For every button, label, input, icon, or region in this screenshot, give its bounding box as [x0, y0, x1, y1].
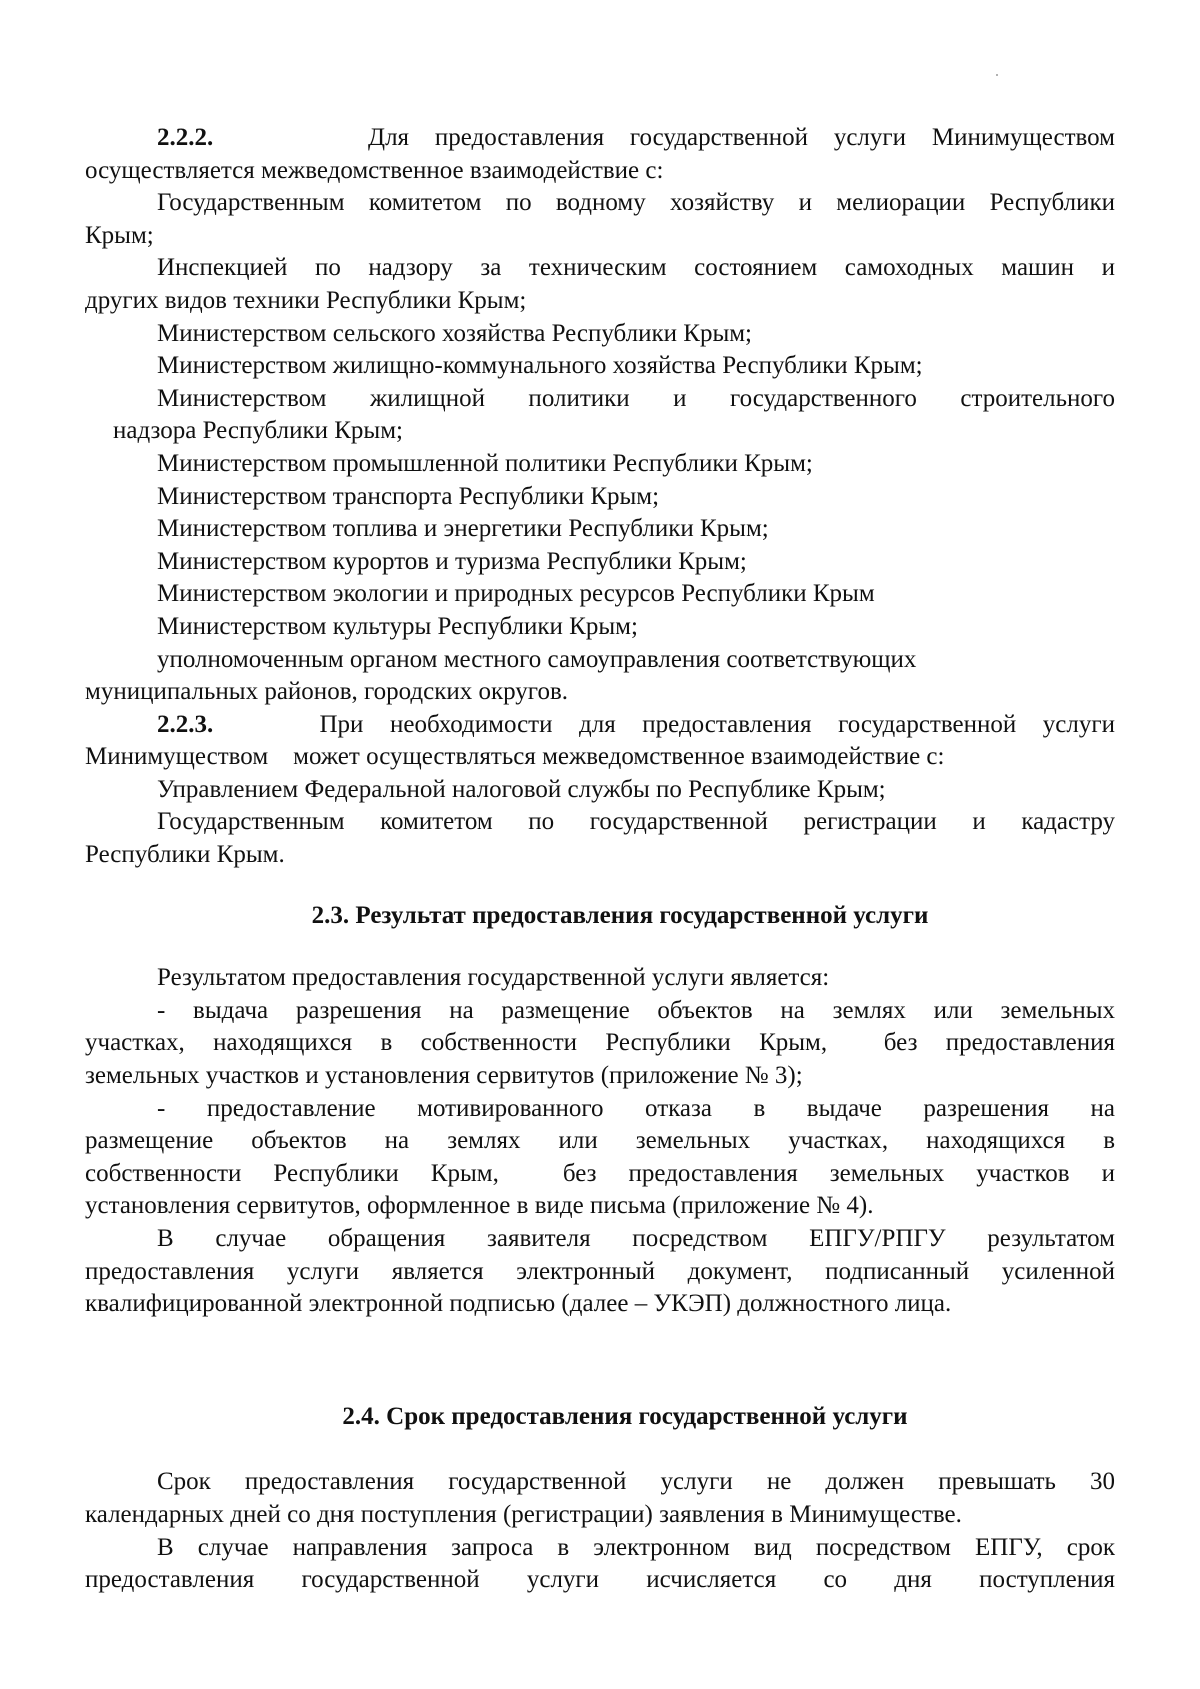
section-heading-2-4: 2.4. Срок предоставления государственной услуги [342, 1402, 908, 1430]
paragraph-line: земельных участков и установления сервитутов (приложение № 3); [85, 1062, 803, 1090]
paragraph-line [85, 709, 1115, 742]
paragraph-line: других видов техники Республики Крым; [85, 286, 527, 314]
paragraph-line: Министерством сельского хозяйства Республики Крым; [157, 319, 753, 347]
paragraph-line: Крым; [85, 221, 154, 249]
section-heading-2-3: 2.3. Результат предоставления государственной услуги [311, 901, 929, 929]
paragraph-line: Республики Крым. [85, 841, 285, 869]
paragraph-line: - выдача разрешения на размещение объектов на землях или земельных [157, 996, 1115, 1024]
paragraph-line: Государственным комитетом по водному хозяйству и мелиорации Республики [157, 189, 1115, 217]
paragraph-line: В случае обращения заявителя посредством ЕПГУ/РПГУ результатом [157, 1225, 1115, 1252]
paragraph-line: В случае направления запроса в электронном вид посредством ЕПГУ, срок [157, 1533, 1115, 1561]
section-number: 2.2.3. [157, 710, 214, 738]
paragraph-line: Минимуществом может осуществляться межведомственное взаимодействие с: [85, 743, 945, 771]
paragraph-line: собственности Республики Крым, без предоставления земельных участков и [85, 1159, 1115, 1187]
paragraph-line: квалифицированной электронной подписью (далее – УКЭП) должностного лица. [85, 1290, 952, 1318]
section-2-2-3 [85, 709, 1115, 872]
paragraph-line: предоставления услуги является электронный документ, подписанный усиленной [85, 1257, 1115, 1285]
document-body [85, 122, 1115, 1597]
paragraph-line: Министерством экологии и природных ресурсов Республики Крым [157, 580, 875, 608]
paragraph-line: - предоставление мотивированного отказа в выдаче разрешения на [157, 1094, 1115, 1122]
paragraph-line: Срок предоставления государственной услуги не должен превышать 30 [157, 1468, 1115, 1496]
paragraph-line: осуществляется межведомственное взаимодействие с: [85, 156, 664, 184]
paragraph-line: муниципальных районов, городских округов. [85, 678, 568, 706]
paragraph-line: установления сервитутов, оформленное в виде письма (приложение № 4). [85, 1192, 874, 1220]
paragraph-text: Для предоставления государственной услуги Минимуществом [368, 124, 1115, 151]
paragraph-line: размещение объектов на землях или земельных участках, находящихся в [85, 1127, 1115, 1155]
paragraph-line: Результатом предоставления государственной услуги является: [157, 964, 830, 992]
paragraph-line: участках, находящихся в собственности Республики Крым, без предоставления [85, 1029, 1115, 1057]
paragraph-text: При необходимости для предоставления государственной услуги [319, 710, 1116, 738]
section-2-3 [85, 962, 1115, 1321]
paragraph-line: Министерством транспорта Республики Крым; [157, 482, 660, 510]
paragraph-line: Министерством промышленной политики Республики Крым; [157, 449, 813, 477]
paragraph-line: Министерством культуры Республики Крым; [157, 612, 638, 640]
paragraph-line: предоставления государственной услуги исчисляется со дня поступления [85, 1566, 1115, 1594]
paragraph-line: Министерством топлива и энергетики Республики Крым; [157, 515, 769, 543]
paragraph-line: Министерством жилищной политики и государственного строительного [157, 384, 1115, 412]
section-number: 2.2.2. [157, 124, 214, 151]
paragraph-line: надзора Республики Крым; [113, 417, 403, 445]
paragraph-line: Государственным комитетом по государственной регистрации и кадастру [157, 808, 1115, 836]
paragraph-line [85, 122, 1115, 155]
section-2-2-2 [85, 122, 1115, 709]
paragraph-line: календарных дней со дня поступления (регистрации) заявления в Минимуществе. [85, 1500, 962, 1528]
section-2-4 [85, 1466, 1115, 1596]
paragraph-line: Министерством жилищно-коммунального хозяйства Республики Крым; [157, 352, 923, 380]
paragraph-line: Управлением Федеральной налоговой службы по Республике Крым; [157, 775, 886, 803]
paragraph-line: Министерством курортов и туризма Республики Крым; [157, 547, 747, 575]
paragraph-line: Инспекцией по надзору за техническим состоянием самоходных машин и [157, 254, 1115, 282]
scan-speck [996, 74, 998, 76]
paragraph-line: уполномоченным органом местного самоуправления соответствующих [157, 645, 917, 673]
